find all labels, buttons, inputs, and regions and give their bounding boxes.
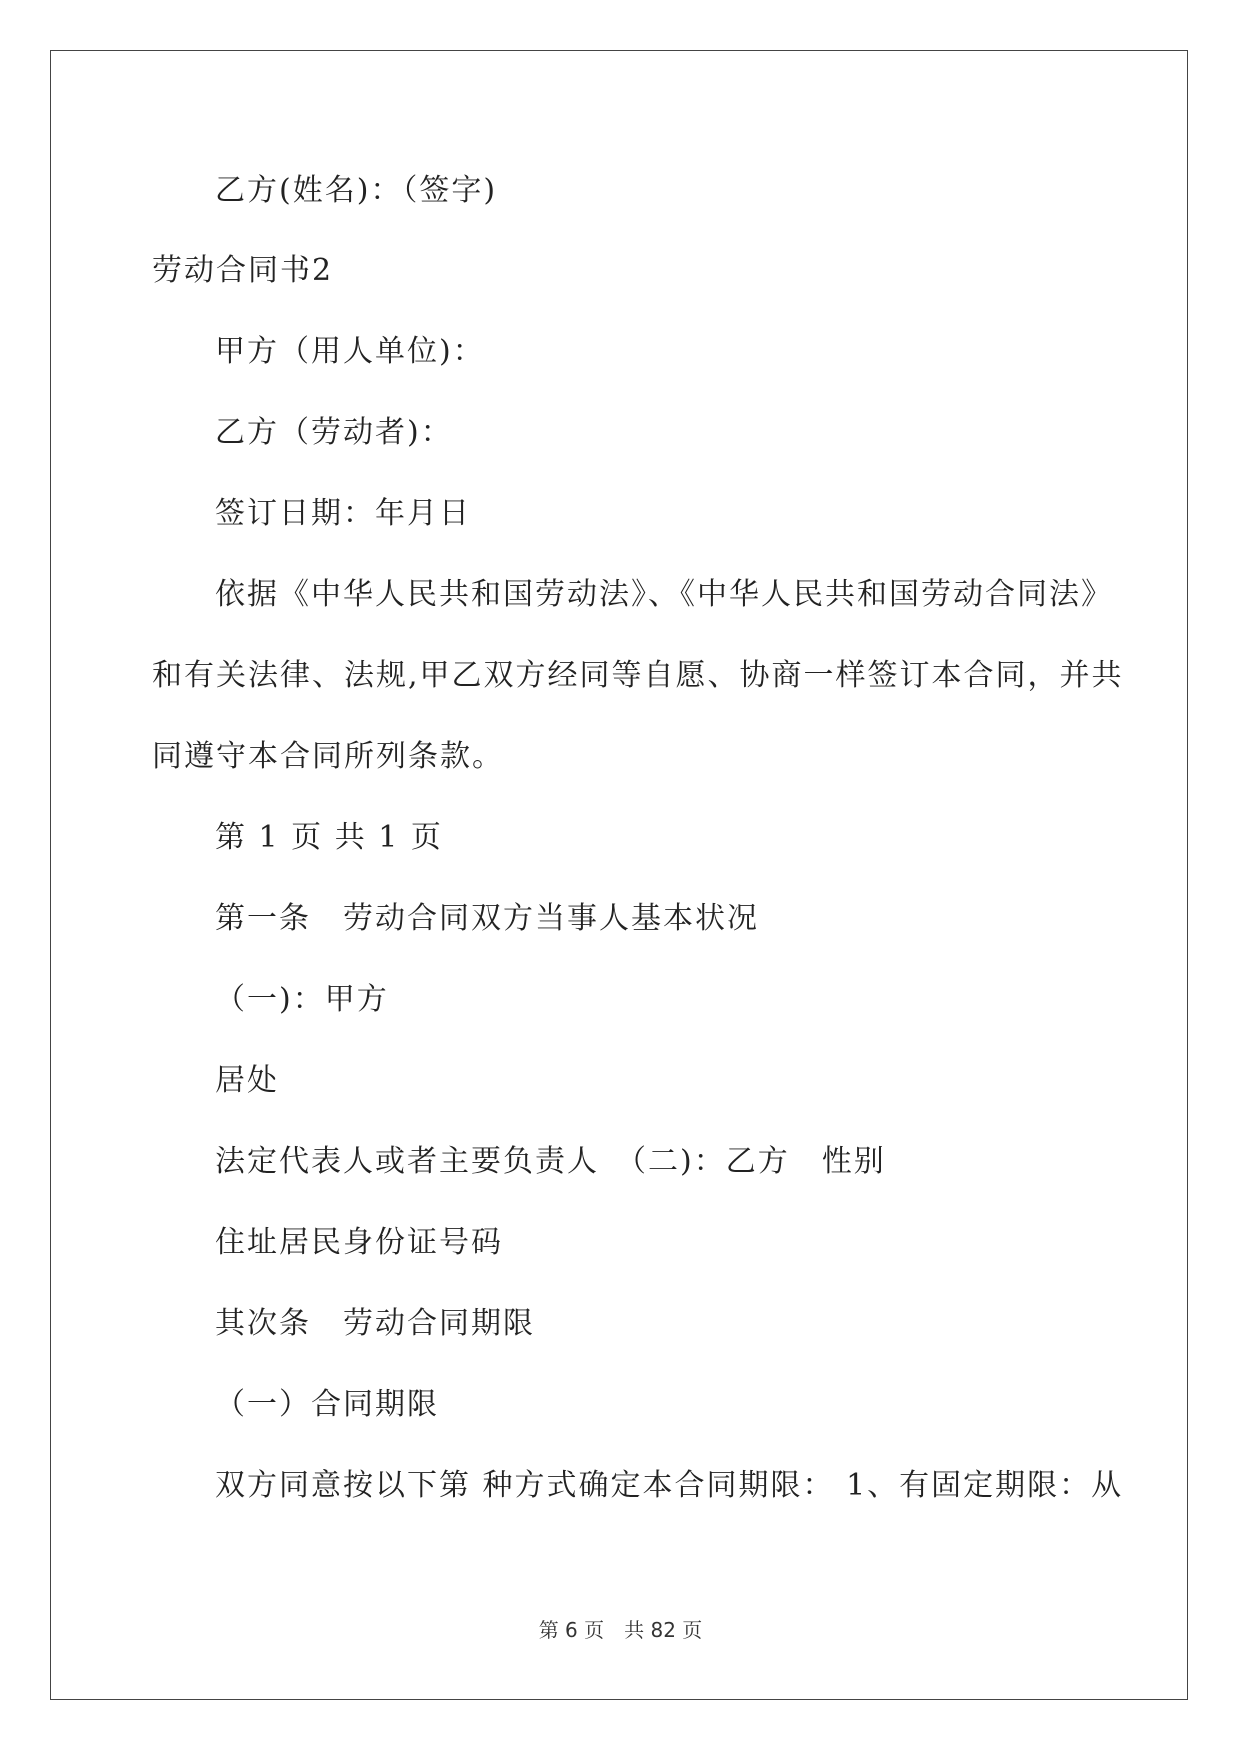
doc-article-2-heading: 其次条 劳动合同期限 <box>215 1306 535 1341</box>
doc-paragraph-basis-line-1: 依据《中华人民共和国劳动法》、《中华人民共和国劳动合同法》 <box>215 577 1113 612</box>
doc-heading-contract-2: 劳动合同书2 <box>152 253 334 288</box>
doc-line-party-a: 甲方（用人单位)： <box>215 334 485 369</box>
doc-line-party-b: 乙方（劳动者)： <box>215 415 453 450</box>
doc-line-contract-term: （一）合同期限 <box>215 1387 439 1422</box>
doc-paragraph-basis-line-2: 和有关法律、法规,甲乙双方经同等自愿、协商一样签订本合同，并共 <box>152 658 1124 693</box>
doc-line-term-method: 双方同意按以下第 种方式确定本合同期限： 1、有固定期限：从 <box>215 1468 1124 1503</box>
doc-line-party-a-section: （一)：甲方 <box>215 982 389 1017</box>
doc-line-address-id: 住址居民身份证号码 <box>215 1225 503 1260</box>
doc-line-residence: 居处 <box>215 1063 279 1098</box>
page-footer-number: 第 6 页 共 82 页 <box>538 1618 703 1642</box>
doc-line-party-b-signature: 乙方(姓名)：（签字) <box>215 173 498 208</box>
doc-line-sign-date: 签订日期：年月日 <box>215 496 471 531</box>
page-frame <box>50 50 1188 1700</box>
doc-article-1-heading: 第一条 劳动合同双方当事人基本状况 <box>215 901 759 936</box>
doc-line-inner-page-number: 第 1 页 共 1 页 <box>215 820 443 855</box>
doc-line-legal-representative: 法定代表人或者主要负责人 （二)：乙方 性别 <box>215 1144 886 1179</box>
doc-paragraph-basis-line-3: 同遵守本合同所列条款。 <box>152 739 504 774</box>
